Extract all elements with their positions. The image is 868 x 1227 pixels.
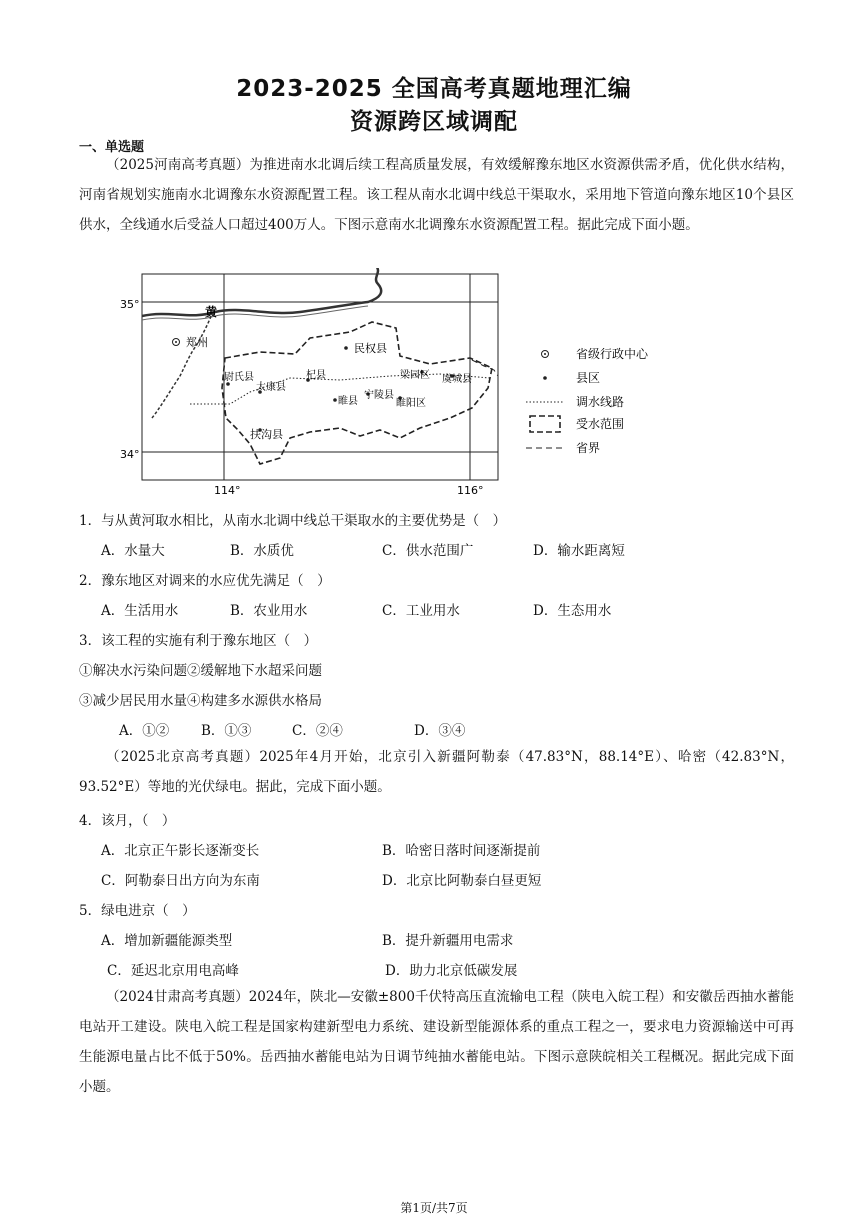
q4-option-c[interactable]: C．阿勒泰日出方向为东南	[101, 873, 260, 889]
water-diversion-map	[100, 268, 680, 500]
q3-option-c[interactable]: C．②④	[292, 723, 343, 739]
label-shangqiu: 梁园区	[400, 370, 430, 381]
q1-option-d[interactable]: D．输水距离短	[533, 543, 625, 559]
page-footer: 第1页/共7页	[400, 1201, 468, 1215]
label-yellow-river: 黄	[205, 305, 218, 319]
lat-35: 35°	[120, 298, 140, 311]
lon-114: 114°	[214, 484, 241, 497]
q3-option-b[interactable]: B．①③	[201, 723, 252, 739]
passage-beijing: （2025北京高考真题）2025年4月开始，北京引入新疆阿勒泰（47.83°N，88.14°E）、哈密（42.83°N，93.52°E）等地的光伏绿电。据此，完成下面小题。	[79, 749, 794, 795]
q2-option-a[interactable]: A．生活用水	[101, 603, 179, 619]
question-2-stem: 2．豫东地区对调来的水应优先满足（ ）	[79, 573, 331, 589]
lat-34: 34°	[120, 448, 140, 461]
question-1-stem: 1．与从黄河取水相比，从南水北调中线总干渠取水的主要优势是（ ）	[79, 513, 507, 529]
label-minquan: 民权县	[354, 342, 387, 355]
q5-option-b[interactable]: B．提升新疆用电需求	[382, 933, 514, 949]
label-yucheng: 虞城县	[442, 374, 472, 385]
question-5-stem: 5．绿电进京（ ）	[79, 903, 196, 919]
q5-option-c[interactable]: C．延迟北京用电高峰	[107, 963, 239, 979]
q4-option-d[interactable]: D．北京比阿勒泰白昼更短	[382, 873, 542, 889]
q3-option-a[interactable]: A．①②	[119, 723, 170, 739]
label-ningling: 宁陵县	[364, 390, 394, 401]
q2-option-d[interactable]: D．生态用水	[533, 603, 612, 619]
legend-boundary: 省界	[576, 441, 601, 455]
q3-statements-2: ③减少居民用水量④构建多水源供水格局	[79, 693, 322, 709]
label-taikang: 太康县	[256, 382, 286, 393]
q4-option-b[interactable]: B．哈密日落时间逐渐提前	[382, 843, 541, 859]
label-fugou: 扶沟县	[250, 428, 283, 441]
label-suixian: 睢县	[338, 396, 358, 407]
q1-option-b[interactable]: B．水质优	[230, 543, 294, 559]
label-suiyang: 睢阳区	[396, 398, 426, 409]
q5-option-a[interactable]: A．增加新疆能源类型	[101, 933, 233, 949]
legend-capital: 省级行政中心	[576, 347, 649, 361]
map-legend	[526, 346, 649, 455]
q2-option-c[interactable]: C．工业用水	[382, 603, 460, 619]
q4-option-a[interactable]: A．北京正午影长逐渐变长	[101, 843, 260, 859]
page-title: 2023-2025 全国高考真题地理汇编	[236, 76, 632, 102]
page-subtitle: 资源跨区域调配	[350, 109, 518, 135]
province-boundary	[472, 360, 498, 376]
lon-116: 116°	[457, 484, 484, 497]
q1-option-a[interactable]: A．水量大	[101, 543, 165, 559]
label-zhengzhou: 郑州	[186, 336, 208, 349]
legend-area: 受水范围	[576, 417, 625, 431]
q1-option-c[interactable]: C．供水范围广	[382, 543, 474, 559]
q2-option-b[interactable]: B．农业用水	[230, 603, 308, 619]
q5-option-d[interactable]: D．助力北京低碳发展	[385, 963, 518, 979]
canal-line	[152, 314, 212, 418]
legend-route: 调水线路	[576, 395, 625, 409]
question-3-stem: 3．该工程的实施有利于豫东地区（ ）	[79, 633, 318, 649]
passage-henan: （2025河南高考真题）为推进南水北调后续工程高质量发展，有效缓解豫东地区水资源供需矛盾，优化供水结构，河南省规划实施南水北调豫东水资源配置工程。该工程从南水北调中线总干渠取水，采用地下管道向豫东地区10个县区供水，全线通水后受益人口超过400万人。下图示意南水北调豫东水资源配置工程。据此完成下面小题。	[79, 157, 794, 233]
label-qixian: 杞县	[306, 370, 326, 381]
legend-county: 县区	[576, 371, 601, 385]
question-4-stem: 4．该月，（ ）	[79, 813, 176, 829]
section-heading: 一、单选题	[79, 140, 145, 155]
q3-statements-1: ①解决水污染问题②缓解地下水超采问题	[79, 663, 322, 679]
label-weishi: 尉氏县	[224, 372, 254, 383]
passage-gansu: （2024甘肃高考真题）2024年，陕北—安徽±800千伏特高压直流输电工程（陕电入皖工程）和安徽岳西抽水蓄能电站开工建设。陕电入皖工程是国家构建新型电力系统、建设新型能源体系的重点工程之一，要求电力资源输送中可再生能源电量占比不低于50%。岳西抽水蓄能电站为日调节纯抽水蓄能电站。下图示意陕皖相关工程概况。据此完成下面小题。	[79, 989, 794, 1095]
q3-option-d[interactable]: D．③④	[414, 723, 466, 739]
